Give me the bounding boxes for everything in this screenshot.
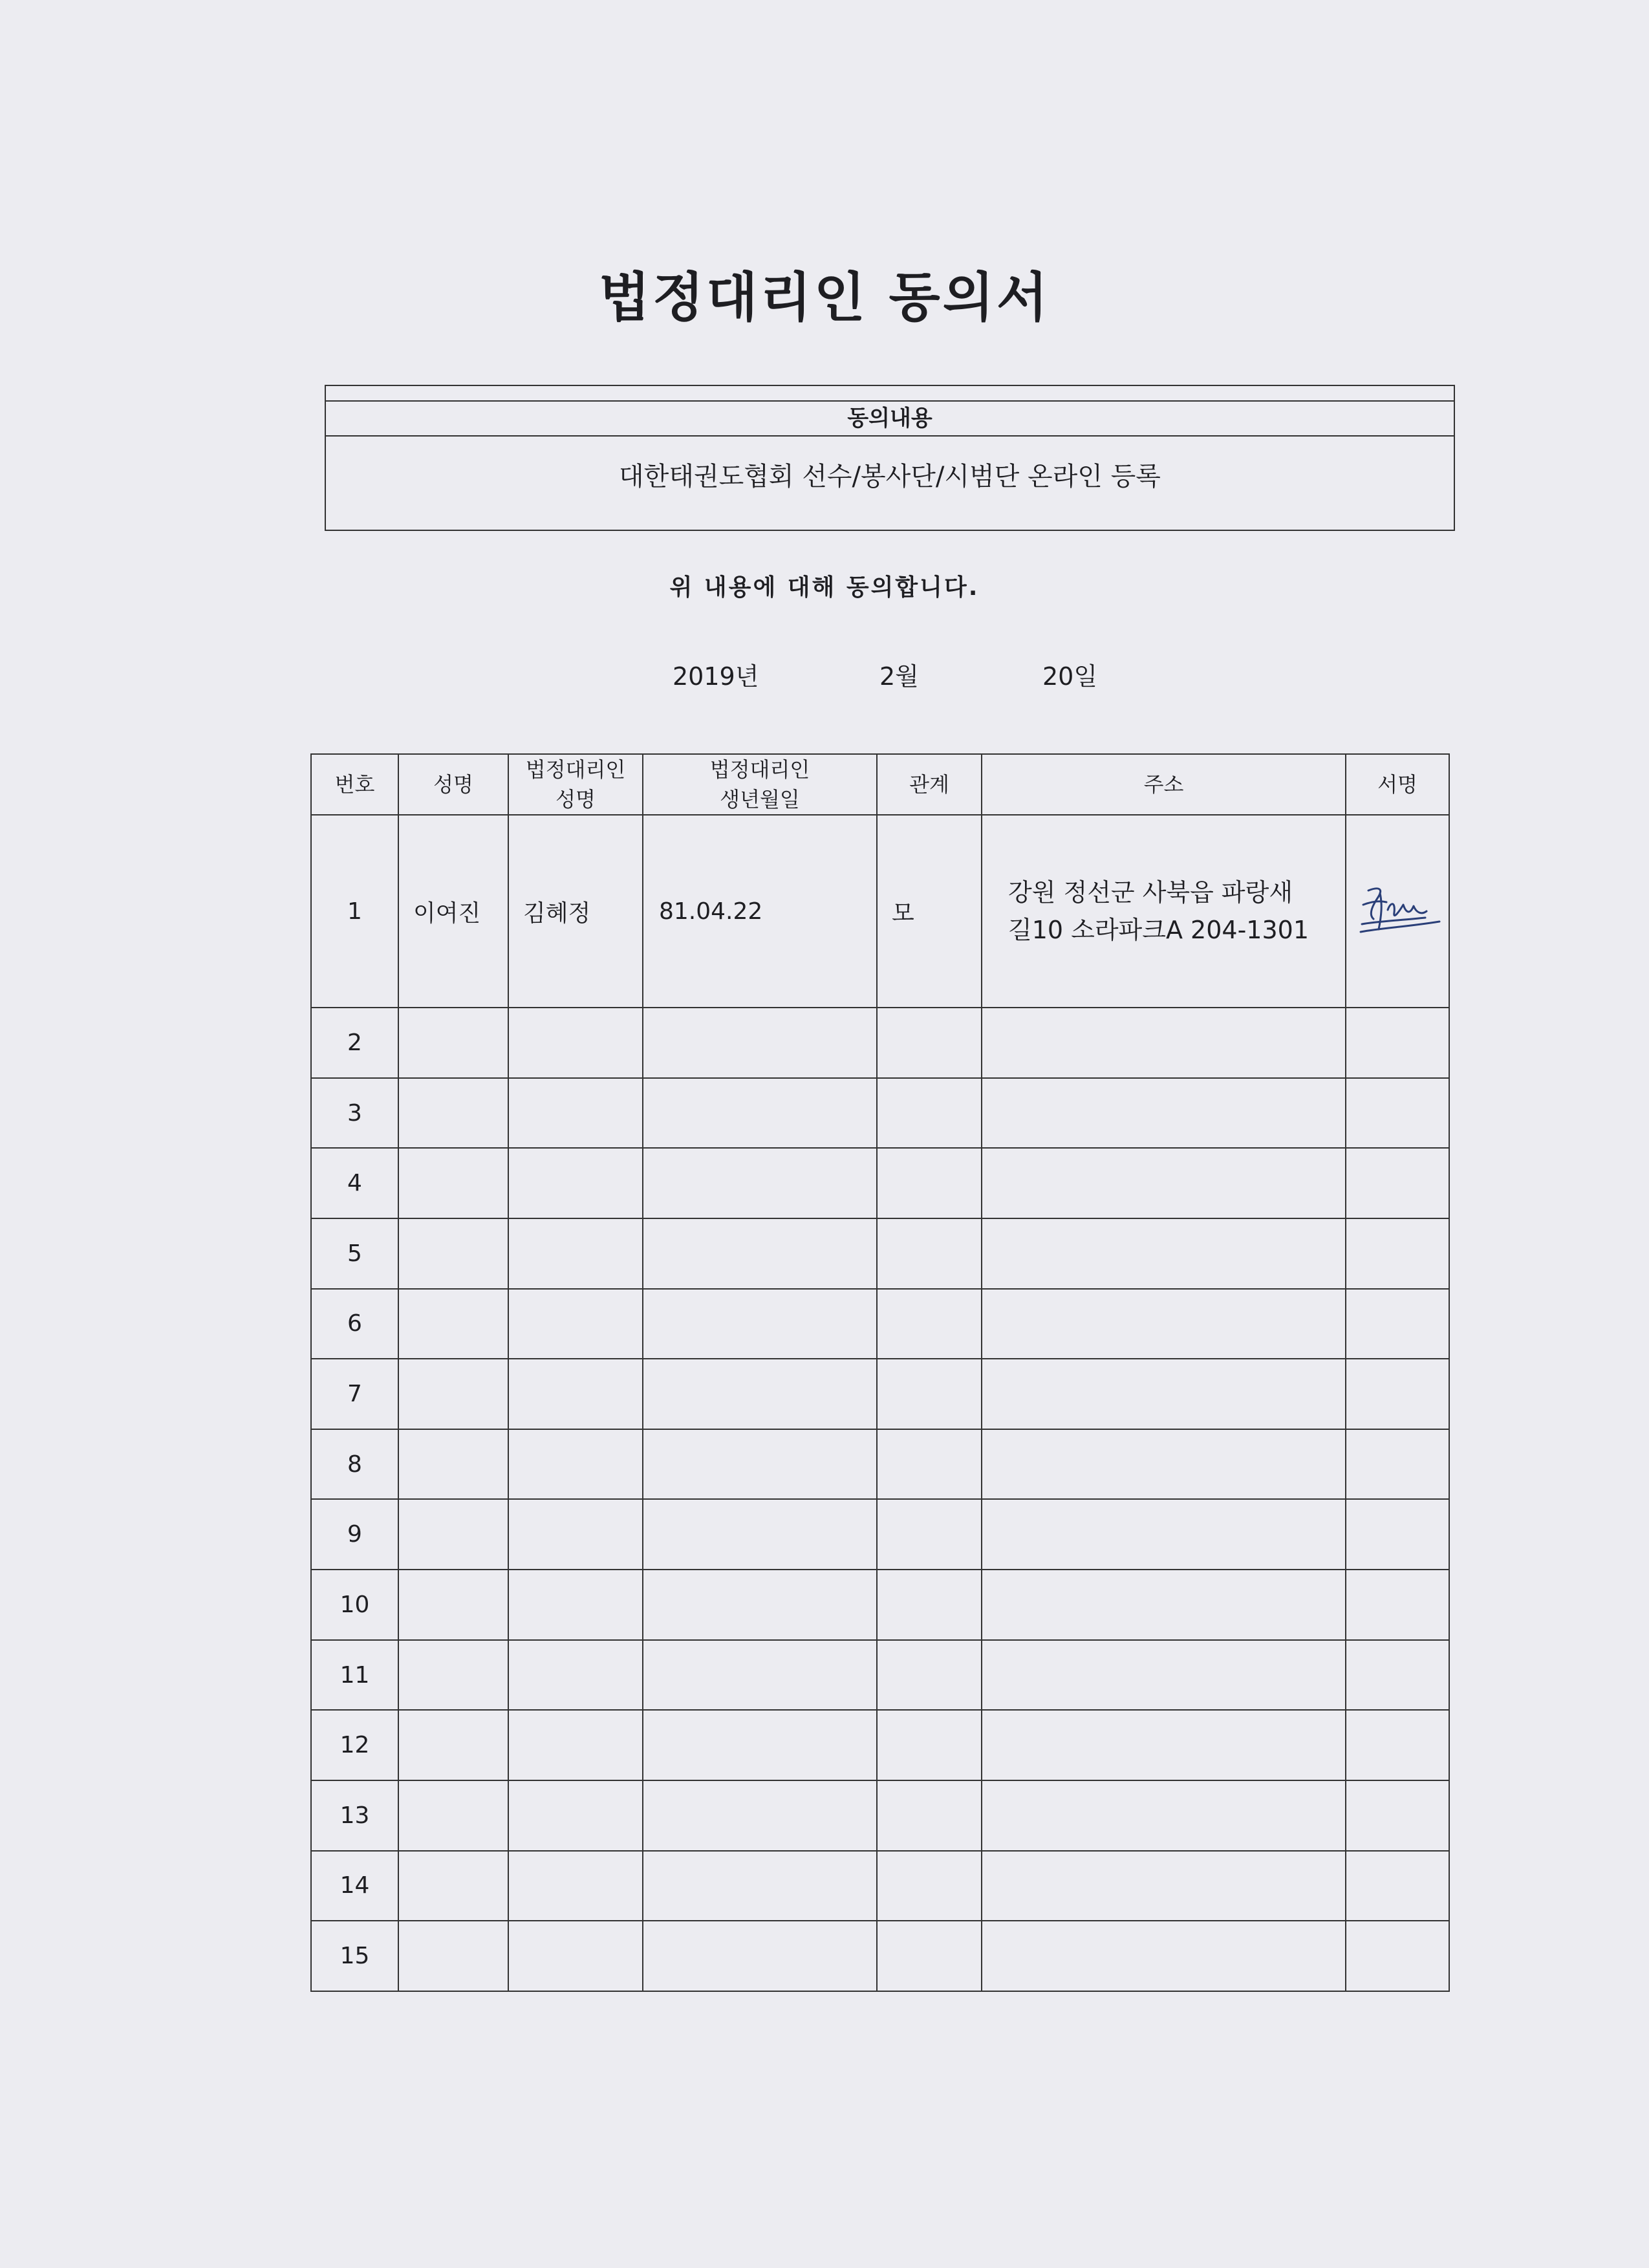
cell-guardian-birth (643, 1148, 877, 1218)
header-name: 성명 (398, 754, 508, 815)
guardian-table (310, 753, 1450, 1992)
cell-relation (877, 1921, 982, 1991)
table-row (311, 1570, 1449, 1640)
header-no: 번호 (311, 754, 398, 815)
cell-name (398, 1359, 508, 1429)
cell-address (982, 815, 1346, 1008)
cell-signature (1346, 1851, 1449, 1921)
cell-address (982, 1710, 1346, 1780)
table-row (311, 1780, 1449, 1851)
cell-name (398, 1921, 508, 1991)
cell-guardian-birth (643, 1499, 877, 1570)
date-year: 2019년 (673, 662, 759, 691)
cell-name (398, 1710, 508, 1780)
cell-signature (1346, 1640, 1449, 1711)
cell-signature (1346, 1078, 1449, 1149)
cell-name (398, 1289, 508, 1359)
cell-guardian-name (508, 1780, 643, 1851)
table-row (311, 1359, 1449, 1429)
cell-guardian-birth (643, 1921, 877, 1991)
table-row (311, 1429, 1449, 1500)
cell-address (982, 1570, 1346, 1640)
cell-name (398, 1499, 508, 1570)
cell-signature (1346, 1148, 1449, 1218)
cell-signature (1346, 1921, 1449, 1991)
cell-guardian-name (508, 1640, 643, 1711)
cell-guardian-name (508, 1359, 643, 1429)
cell-address (982, 1851, 1346, 1921)
cell-no: 9 (311, 1499, 398, 1570)
cell-relation (877, 1429, 982, 1500)
cell-address (982, 1359, 1346, 1429)
cell-relation (877, 1570, 982, 1640)
cell-guardian-name (508, 1289, 643, 1359)
cell-signature (1346, 815, 1449, 1008)
cell-guardian-name (508, 1499, 643, 1570)
cell-relation (877, 1780, 982, 1851)
cell-no: 12 (311, 1710, 398, 1780)
header-guardian-birth-line1: 법정대리인 (709, 757, 810, 782)
cell-guardian-birth (643, 1851, 877, 1921)
cell-guardian-birth (643, 1780, 877, 1851)
cell-signature (1346, 1218, 1449, 1289)
cell-no: 3 (311, 1078, 398, 1149)
cell-relation (877, 1359, 982, 1429)
table-row (311, 1078, 1449, 1149)
cell-relation (877, 1148, 982, 1218)
header-guardian-name-line2: 성명 (555, 787, 596, 812)
header-guardian-name (508, 754, 643, 815)
cell-no: 11 (311, 1640, 398, 1711)
table-row (311, 1008, 1449, 1078)
cell-address (982, 1078, 1346, 1149)
cell-address (982, 1921, 1346, 1991)
agreement-statement: 위 내용에 대해 동의합니다. (669, 574, 980, 601)
cell-no: 2 (311, 1008, 398, 1078)
cell-guardian-name (508, 1921, 643, 1991)
cell-no: 4 (311, 1148, 398, 1218)
cell-name (398, 1078, 508, 1149)
table-row (311, 1710, 1449, 1780)
cell-guardian-birth (643, 1570, 877, 1640)
consent-body: 대한태권도협회 선수/봉사단/시범단 온라인 등록 (619, 462, 1161, 491)
date-day: 20일 (1042, 662, 1098, 691)
table-header-row (311, 754, 1449, 815)
header-address: 주소 (982, 754, 1346, 815)
table-row (311, 1851, 1449, 1921)
cell-relation: 모 (877, 815, 982, 1008)
cell-address (982, 1640, 1346, 1711)
cell-guardian-birth (643, 1640, 877, 1711)
cell-relation (877, 1710, 982, 1780)
cell-guardian-birth (643, 1359, 877, 1429)
cell-guardian-name (508, 1218, 643, 1289)
cell-guardian-birth (643, 1429, 877, 1500)
cell-name (398, 1780, 508, 1851)
cell-address (982, 1289, 1346, 1359)
cell-address (982, 1429, 1346, 1500)
cell-signature (1346, 1359, 1449, 1429)
cell-guardian-birth (643, 1078, 877, 1149)
cell-relation (877, 1078, 982, 1149)
cell-signature (1346, 1008, 1449, 1078)
cell-no: 14 (311, 1851, 398, 1921)
document-title: 법정대리인 동의서 (598, 267, 1051, 329)
header-guardian-birth (643, 754, 877, 815)
cell-relation (877, 1289, 982, 1359)
cell-name (398, 1218, 508, 1289)
cell-address (982, 1218, 1346, 1289)
cell-signature (1346, 1710, 1449, 1780)
cell-name (398, 1851, 508, 1921)
table-row (311, 1218, 1449, 1289)
cell-guardian-name (508, 1570, 643, 1640)
header-guardian-name-line1: 법정대리인 (525, 757, 626, 782)
consent-box (325, 385, 1455, 531)
signature-icon (1349, 879, 1446, 944)
cell-guardian-birth (643, 1008, 877, 1078)
cell-name (398, 1008, 508, 1078)
cell-signature (1346, 1289, 1449, 1359)
cell-guardian-birth (643, 1289, 877, 1359)
cell-signature (1346, 1780, 1449, 1851)
cell-relation (877, 1008, 982, 1078)
cell-no: 6 (311, 1289, 398, 1359)
cell-relation (877, 1640, 982, 1711)
cell-signature (1346, 1570, 1449, 1640)
cell-address (982, 1499, 1346, 1570)
cell-guardian-name (508, 1148, 643, 1218)
header-guardian-birth-line2: 생년월일 (720, 787, 800, 812)
cell-relation (877, 1218, 982, 1289)
date-month: 2월 (879, 662, 919, 691)
cell-signature (1346, 1429, 1449, 1500)
cell-no: 8 (311, 1429, 398, 1500)
cell-guardian-birth: 81.04.22 (643, 815, 877, 1008)
cell-guardian-name (508, 1851, 643, 1921)
table-row (311, 1148, 1449, 1218)
table-row (311, 1289, 1449, 1359)
cell-name (398, 1148, 508, 1218)
cell-name (398, 1429, 508, 1500)
cell-name: 이여진 (398, 815, 508, 1008)
cell-address (982, 1008, 1346, 1078)
cell-no: 10 (311, 1570, 398, 1640)
address-line1: 강원 정선군 사북읍 파랑새 (1008, 878, 1293, 907)
cell-guardian-name: 김혜정 (508, 815, 643, 1008)
table-row (311, 1499, 1449, 1570)
cell-no: 5 (311, 1218, 398, 1289)
cell-guardian-name (508, 1429, 643, 1500)
header-relation: 관계 (877, 754, 982, 815)
cell-guardian-name (508, 1710, 643, 1780)
header-signature: 서명 (1346, 754, 1449, 815)
cell-relation (877, 1499, 982, 1570)
cell-guardian-name (508, 1078, 643, 1149)
cell-signature (1346, 1499, 1449, 1570)
table-row (311, 1921, 1449, 1991)
address-line2: 길10 소라파크A 204-1301 (1008, 916, 1309, 945)
table-row (311, 815, 1449, 1008)
cell-guardian-birth (643, 1710, 877, 1780)
cell-no: 15 (311, 1921, 398, 1991)
table-row (311, 1640, 1449, 1711)
cell-no: 13 (311, 1780, 398, 1851)
cell-guardian-name (508, 1008, 643, 1078)
cell-guardian-birth (643, 1218, 877, 1289)
consent-header: 동의내용 (326, 400, 1454, 437)
cell-address (982, 1148, 1346, 1218)
cell-relation (877, 1851, 982, 1921)
cell-no: 7 (311, 1359, 398, 1429)
cell-name (398, 1570, 508, 1640)
cell-address (982, 1780, 1346, 1851)
cell-name (398, 1640, 508, 1711)
cell-no: 1 (311, 815, 398, 1008)
